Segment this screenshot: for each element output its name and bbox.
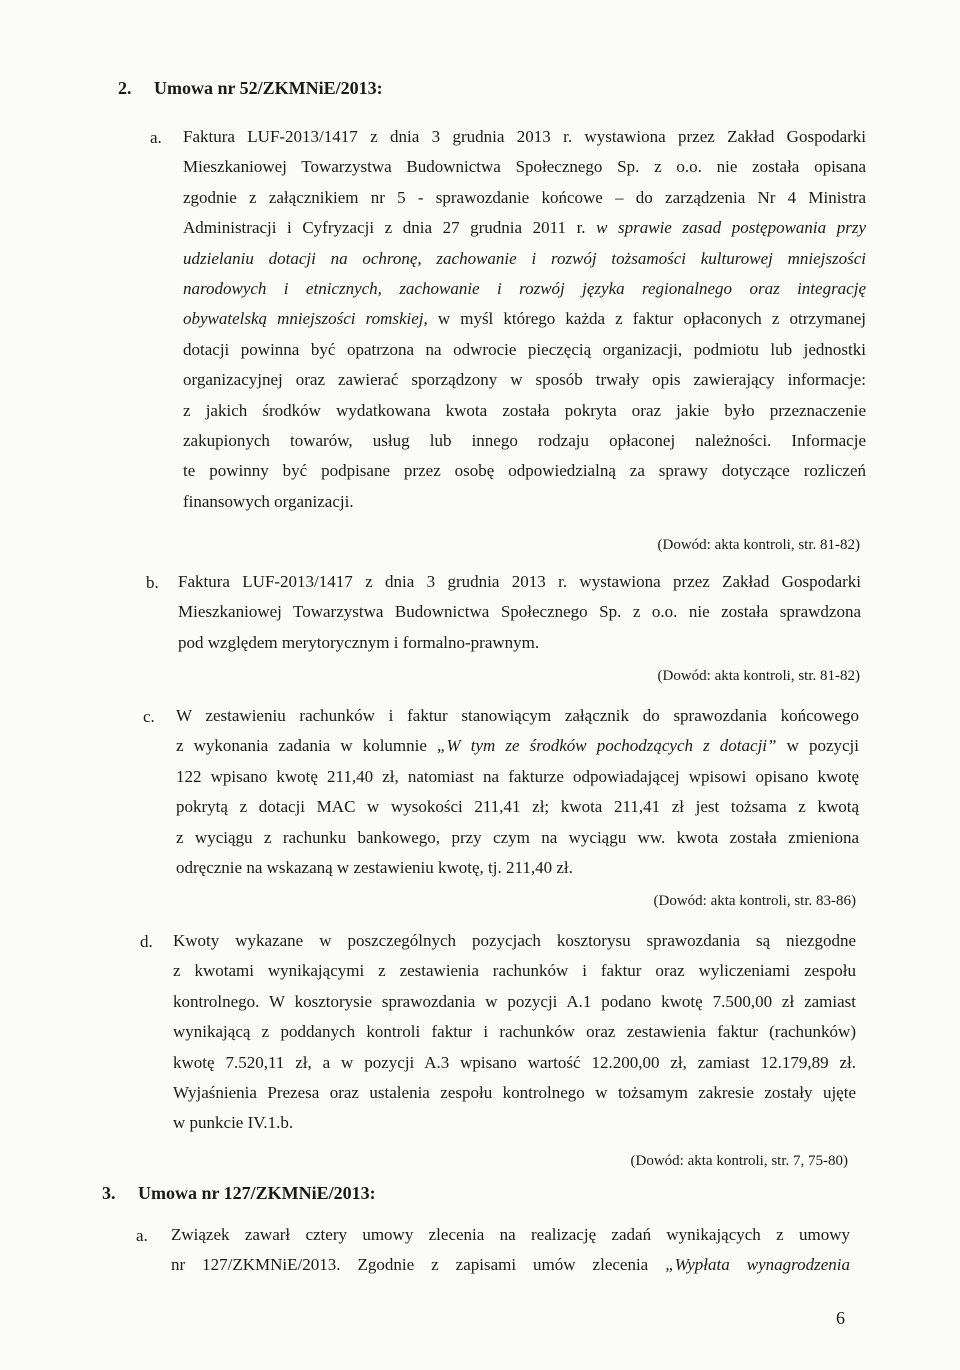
- text-line: kwotę 7.520,11 zł, a w pozycji A.3 wpisano wartość 12.200,00 zł, zamiast 12.179,89 zł.: [173, 1052, 856, 1072]
- text-line: z wyciągu z rachunku bankowego, przy czym na wyciągu ww. kwota została zmieniona: [176, 827, 859, 847]
- text-line: w punkcie IV.1.b.: [173, 1113, 294, 1133]
- italic-fragment: w sprawie zasad postępowania przy: [596, 218, 866, 238]
- text-line: te powinny być podpisane przez osobę odpowiedzialną za sprawy dotyczące rozliczeń: [183, 461, 866, 481]
- text-line: 122 wpisano kwotę 211,40 zł, natomiast na fakturze odpowiadającej wpisowi opisano kwotę: [176, 766, 859, 786]
- text-line: zgodnie z załącznikiem nr 5 - sprawozdanie końcowe – do zarządzenia Nr 4 Ministra: [183, 187, 866, 207]
- text-line: Wyjaśnienia Prezesa oraz ustalenia zespołu kontrolnego w tożsamym zakresie zostały ujęte: [173, 1083, 856, 1103]
- text-line: Związek zawarł cztery umowy zlecenia na realizację zadań wynikających z umowy: [171, 1225, 850, 1244]
- text-line: zakupionych towarów, usług lub innego rodzaju opłaconej należności. Informacje: [183, 431, 866, 451]
- text-line: Mieszkaniowej Towarzystwa Budownictwa Społecznego Sp. z o.o. nie została sprawdzona: [178, 602, 861, 622]
- text-line: [183, 213, 866, 243]
- section-heading: [118, 78, 383, 99]
- text-line: finansowych organizacji.: [183, 491, 354, 511]
- text-fragment: nr 127/ZKMNiE/2013. Zgodnie z zapisami umów zlecenia: [171, 1255, 666, 1275]
- italic-fragment: „Wypłata wynagrodzenia: [665, 1255, 850, 1275]
- item-paragraph: [183, 122, 866, 517]
- text-fragment: Administracji i Cyfryzacji z dnia 27 grudnia 2011 r.: [183, 218, 597, 238]
- evidence-reference: (Dowód: akta kontroli, str. 81-82): [657, 537, 860, 553]
- text-line: organizacyjnej oraz zawierać sporządzony w sposób trwały opis zawierający informacje:: [183, 370, 866, 390]
- text-line: narodowych i etnicznych, zachowanie i rozwój języka regionalnego oraz integrację: [183, 279, 866, 299]
- item-letter: c.: [143, 707, 155, 726]
- text-line: Kwoty wykazane w poszczególnych pozycjach kosztorysu sprawozdania są niezgodne: [173, 931, 856, 950]
- section-title: Umowa nr 52/ZKMNiE/2013:: [154, 78, 383, 98]
- item-letter: a.: [136, 1226, 148, 1245]
- text-line: Faktura LUF-2013/1417 z dnia 3 grudnia 2013 r. wystawiona przez Zakład Gospodarki: [178, 572, 861, 591]
- text-line: Faktura LUF-2013/1417 z dnia 3 grudnia 2013 r. wystawiona przez Zakład Gospodarki: [183, 127, 866, 146]
- item-letter: d.: [140, 932, 153, 951]
- item-paragraph: [173, 926, 856, 1139]
- item-letter: b.: [146, 573, 159, 592]
- text-line: z jakich środków wydatkowana kwota została pokryta oraz jakie było przeznaczenie: [183, 400, 866, 420]
- text-line: W zestawieniu rachunków i faktur stanowiącym załącznik do sprawozdania końcowego: [176, 706, 859, 725]
- italic-fragment: obywatelską mniejszości romskiej,: [183, 309, 428, 329]
- text-line: udzielaniu dotacji na ochronę, zachowanie i rozwój tożsamości kulturowej mniejszości: [183, 248, 866, 268]
- text-line: kontrolnego. W kosztorysie sprawozdania w pozycji A.1 podano kwotę 7.500,00 zł zamiast: [173, 991, 856, 1011]
- text-line: pokrytą z dotacji MAC w wysokości 211,41 zł; kwota 211,41 zł jest tożsama z kwotą: [176, 797, 859, 817]
- item-paragraph: [171, 1220, 850, 1281]
- section-number: 2.: [118, 78, 132, 98]
- text-line: [176, 731, 859, 761]
- text-fragment: z wykonania zadania w kolumnie: [176, 736, 438, 756]
- text-line: z kwotami wynikającymi z zestawienia rachunków i faktur oraz wyliczeniami zespołu: [173, 961, 856, 981]
- text-line: odręcznie na wskazaną w zestawieniu kwotę, tj. 211,40 zł.: [176, 858, 573, 878]
- text-fragment: w pozycji: [776, 736, 859, 756]
- evidence-reference: (Dowód: akta kontroli, str. 81-82): [657, 668, 860, 684]
- text-line: [183, 304, 866, 334]
- text-line: Mieszkaniowej Towarzystwa Budownictwa Społecznego Sp. z o.o. nie została opisana: [183, 157, 866, 177]
- evidence-reference: (Dowód: akta kontroli, str. 83-86): [653, 893, 856, 909]
- text-line: dotacji powinna być opatrzona na odwrocie pieczęcią organizacji, podmiotu lub jednostki: [183, 339, 866, 359]
- italic-fragment: „W tym ze środków pochodzących z dotacji”: [437, 736, 777, 756]
- text-fragment: w myśl którego każda z faktur opłaconych z otrzymanej: [427, 309, 866, 329]
- text-line: wynikającą z poddanych kontroli faktur i rachunków oraz zestawienia faktur (rachunków): [173, 1022, 856, 1042]
- text-line: pod względem merytorycznym i formalno-prawnym.: [178, 632, 540, 652]
- page-number: 6: [836, 1308, 845, 1328]
- text-line: [171, 1250, 850, 1280]
- section-number: 3.: [102, 1183, 116, 1203]
- section-title: Umowa nr 127/ZKMNiE/2013:: [138, 1183, 376, 1203]
- section-heading: [102, 1183, 376, 1204]
- item-paragraph: [178, 567, 861, 658]
- item-paragraph: [176, 701, 859, 883]
- evidence-reference: (Dowód: akta kontroli, str. 7, 75-80): [630, 1153, 848, 1169]
- item-letter: a.: [150, 128, 162, 147]
